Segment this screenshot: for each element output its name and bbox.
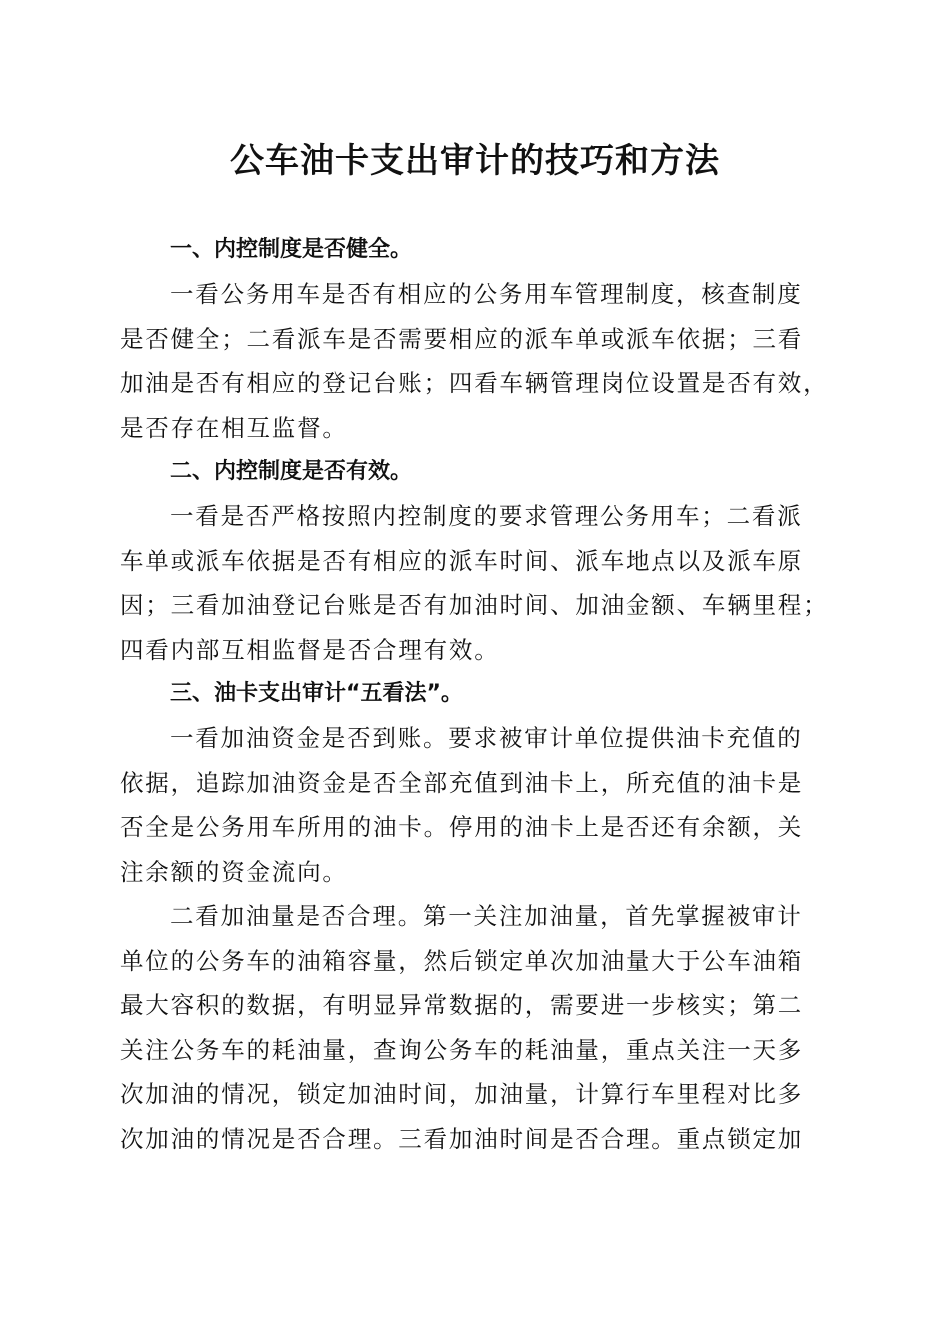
paragraph-line: 单位的公务车的油箱容量，然后锁定单次加油量大于公车油箱 [120, 946, 804, 975]
paragraph-line: 是否健全；二看派车是否需要相应的派车单或派车依据；三看 [120, 324, 804, 353]
paragraph [120, 272, 832, 450]
section-heading: 三、油卡支出审计“五看法”。 [170, 681, 463, 706]
paragraph-line: 注余额的资金流向。 [120, 857, 348, 886]
paragraph [120, 716, 832, 894]
section-five-look-method [120, 672, 832, 1161]
paragraph-line: 四看内部互相监督是否合理有效。 [120, 635, 500, 664]
paragraph-line: 关注公务车的耗油量，查询公务车的耗油量，重点关注一天多 [120, 1035, 804, 1064]
document-title: 公车油卡支出审计的技巧和方法 [230, 141, 720, 181]
paragraph-line: 否全是公务用车所用的油卡。停用的油卡上是否还有余额，关 [120, 813, 804, 841]
paragraph-line: 二看加油量是否合理。第一关注加油量，首先掌握被审计 [170, 902, 803, 930]
paragraph-line: 一看公务用车是否有相应的公务用车管理制度，核查制度 [170, 280, 803, 308]
document-body [120, 228, 832, 1161]
paragraph [120, 894, 832, 1161]
paragraph-line: 依据，追踪加油资金是否全部充值到油卡上，所充值的油卡是 [120, 768, 804, 797]
paragraph-line: 一看加油资金是否到账。要求被审计单位提供油卡充值的 [170, 724, 803, 752]
section-internal-control-sound [120, 228, 832, 450]
paragraph-line: 加油是否有相应的登记台账；四看车辆管理岗位设置是否有效， [120, 369, 829, 397]
section-internal-control-effective [120, 450, 832, 672]
paragraph-line: 因；三看加油登记台账是否有加油时间、加油金额、车辆里程； [120, 591, 829, 619]
paragraph-line: 次加油的情况是否合理。三看加油时间是否合理。重点锁定加 [120, 1124, 804, 1153]
section-heading: 一、内控制度是否健全。 [170, 237, 413, 262]
paragraph-line: 一看是否严格按照内控制度的要求管理公务用车；二看派 [170, 502, 803, 530]
paragraph-line: 车单或派车依据是否有相应的派车时间、派车地点以及派车原 [120, 546, 804, 575]
paragraph-line: 次加油的情况，锁定加油时间，加油量，计算行车里程对比多 [120, 1080, 804, 1108]
paragraph-line: 是否存在相互监督。 [120, 413, 348, 442]
paragraph [120, 494, 832, 672]
paragraph-line: 最大容积的数据，有明显异常数据的，需要进一步核实；第二 [120, 991, 804, 1019]
section-heading: 二、内控制度是否有效。 [170, 459, 413, 484]
